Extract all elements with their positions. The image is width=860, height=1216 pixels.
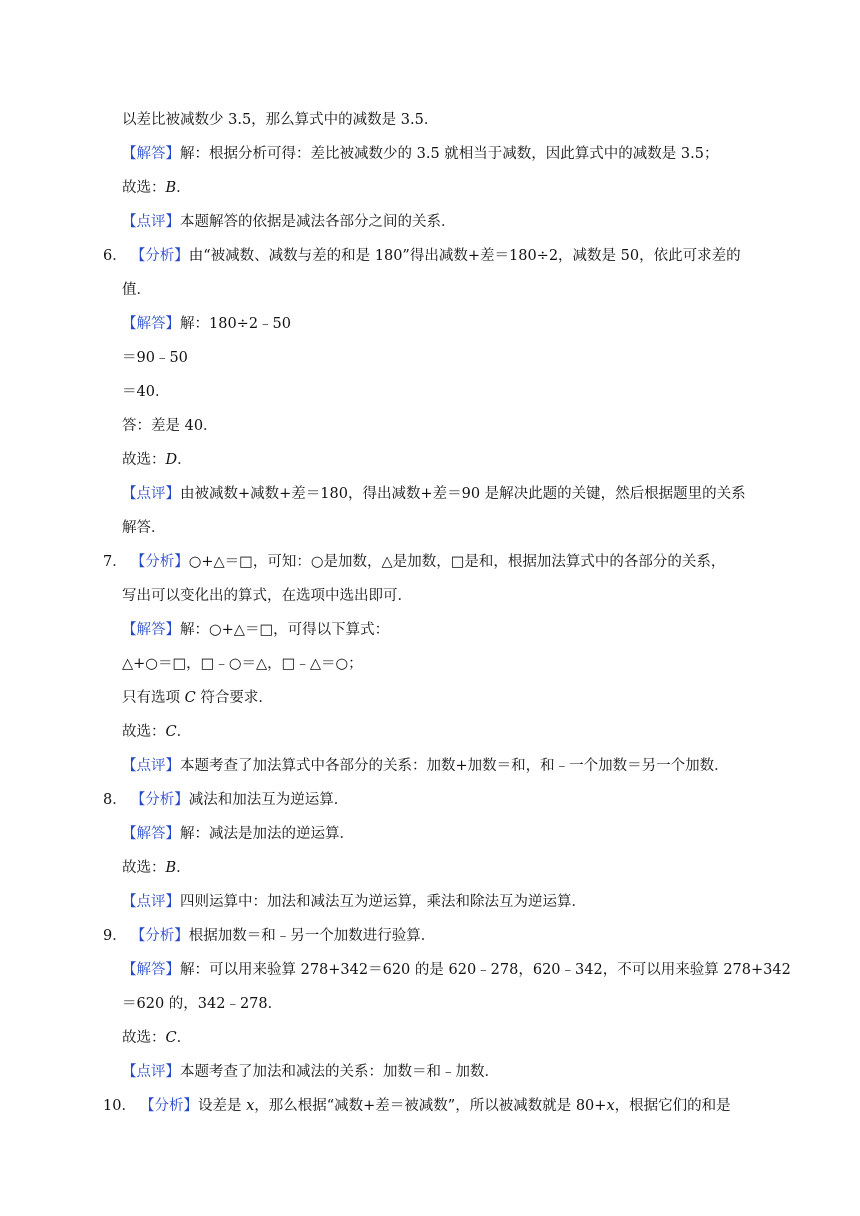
text-fragment: 故选：: [122, 1030, 166, 1046]
text-fragment: 根据加数＝和﹣另一个加数进行验算．: [188, 928, 436, 944]
text-fragment: 本题解答的依据是减法各部分之间的关系．: [180, 214, 456, 230]
comment-line: [122, 1062, 499, 1082]
text-line: [122, 110, 438, 130]
choice-line: [122, 722, 191, 742]
comment-tag: 【点评】: [122, 214, 180, 230]
answer-line: [122, 620, 389, 640]
text-fragment: ＝40．: [122, 384, 170, 400]
text-fragment: ．: [176, 180, 191, 196]
text-line: [122, 688, 273, 708]
choice-letter: D: [165, 452, 178, 468]
answer-tag: 【解答】: [122, 146, 180, 162]
text-fragment: 写出可以变化出的算式，在选项中选出即可．: [122, 588, 412, 604]
answer-line: [122, 144, 718, 164]
answer-line: [122, 960, 791, 980]
text-fragment: ．: [177, 452, 192, 468]
question-6-analysis: [103, 246, 741, 266]
text-fragment: 以差比被减数少 3.5，那么算式中的减数是 3.5．: [122, 112, 439, 128]
choice-line: [122, 858, 191, 878]
text-fragment: 解：○+△＝□，可得以下算式：: [180, 622, 390, 638]
text-fragment: 故选：: [122, 180, 166, 196]
text-line: [122, 280, 151, 300]
text-fragment: ．: [176, 1030, 192, 1046]
text-fragment: 故选：: [122, 860, 166, 876]
text-fragment: 本题考查了加法算式中各部分的关系：加数+加数＝和，和﹣一个加数＝另一个加数．: [180, 758, 729, 774]
equation-line: [122, 654, 363, 674]
choice-letter: B: [165, 180, 177, 196]
text-fragment: 解：根据分析可得：差比被减数少的 3.5 就相当于减数，因此算式中的减数是 3.5；: [180, 146, 719, 162]
text-fragment: 只有选项: [122, 690, 185, 706]
question-8-analysis: [103, 790, 348, 810]
text-fragment: 四则运算中：加法和减法互为逆运算，乘法和除法互为逆运算．: [180, 894, 586, 910]
text-fragment: ，那么根据“减数+差＝被减数”，所以被减数就是 80+: [254, 1098, 607, 1114]
choice-line: [122, 1028, 191, 1048]
text-fragment: 解：180÷2﹣50: [180, 316, 292, 332]
text-fragment: 本题考查了加法和减法的关系：加数＝和﹣加数．: [180, 1064, 499, 1080]
choice-letter: B: [165, 860, 177, 876]
answer-tag: 【解答】: [122, 622, 180, 638]
comment-tag: 【点评】: [122, 1064, 180, 1080]
answer-tag: 【解答】: [122, 826, 180, 842]
text-fragment: 故选：: [122, 452, 166, 468]
comment-tag: 【点评】: [122, 894, 180, 910]
choice-line: [122, 178, 191, 198]
text-fragment: 解：减法是加法的逆运算．: [180, 826, 354, 842]
equation-line: [122, 348, 188, 368]
text-fragment: 解答．: [122, 520, 166, 536]
question-9-analysis: [103, 926, 435, 946]
analysis-tag: 【分析】: [130, 792, 189, 808]
question-number: 10．: [103, 1098, 136, 1114]
text-fragment: ＝620 的，342﹣278．: [122, 996, 283, 1012]
choice-letter: C: [165, 1030, 177, 1046]
answer-tag: 【解答】: [122, 316, 180, 332]
choice-line: [122, 450, 192, 470]
text-fragment: ＝90﹣50: [122, 350, 188, 366]
text-fragment: 答：差是 40．: [122, 418, 218, 434]
question-7-analysis: [103, 552, 725, 572]
comment-line: [122, 484, 746, 504]
comment-tag: 【点评】: [122, 758, 180, 774]
text-fragment: 减法和加法互为逆运算．: [188, 792, 349, 808]
text-fragment: ．: [176, 860, 191, 876]
text-fragment: ．: [176, 724, 192, 740]
answer-line: [122, 314, 291, 334]
text-line: [122, 586, 412, 606]
text-fragment: △+○＝□，□﹣○＝△，□﹣△＝○；: [122, 656, 363, 672]
text-fragment: ○+△＝□，可知：○是加数，△是加数，□是和，根据加法算式中的各部分的关系，: [188, 554, 726, 570]
question-10-analysis: [103, 1096, 731, 1116]
question-number: 7．: [103, 554, 127, 570]
text-fragment: 设差是: [197, 1098, 247, 1114]
analysis-tag: 【分析】: [130, 248, 189, 264]
question-number: 6．: [103, 248, 127, 264]
question-number: 9．: [103, 928, 127, 944]
analysis-tag: 【分析】: [130, 554, 189, 570]
text-line: [122, 416, 218, 436]
text-fragment: 由“被减数、减数与差的和是 180”得出减数+差＝180÷2，减数是 50，依此可求差的: [188, 248, 741, 264]
answer-tag: 【解答】: [122, 962, 180, 978]
text-fragment: 解：可以用来验算 278+342＝620 的是 620﹣278，620﹣342，不可以用来验算 278+342: [180, 962, 791, 978]
analysis-tag: 【分析】: [139, 1098, 198, 1114]
comment-line: [122, 212, 456, 232]
text-fragment: 符合要求．: [195, 690, 273, 706]
variable-x: x: [246, 1098, 255, 1114]
answer-line: [122, 824, 354, 844]
text-fragment: 值．: [122, 282, 151, 298]
comment-line: [122, 756, 729, 776]
equation-line: [122, 382, 169, 402]
text-line: [122, 518, 166, 538]
comment-tag: 【点评】: [122, 486, 180, 502]
question-number: 8．: [103, 792, 127, 808]
text-fragment: ，根据它们的和是: [614, 1098, 731, 1114]
text-fragment: 故选：: [122, 724, 166, 740]
equation-line: [122, 994, 282, 1014]
choice-letter: C: [184, 690, 196, 706]
choice-letter: C: [165, 724, 177, 740]
comment-line: [122, 892, 586, 912]
text-fragment: 由被减数+减数+差＝180，得出减数+差＝90 是解决此题的关键，然后根据题里的关系: [180, 486, 746, 502]
variable-x: x: [606, 1098, 615, 1114]
analysis-tag: 【分析】: [130, 928, 189, 944]
